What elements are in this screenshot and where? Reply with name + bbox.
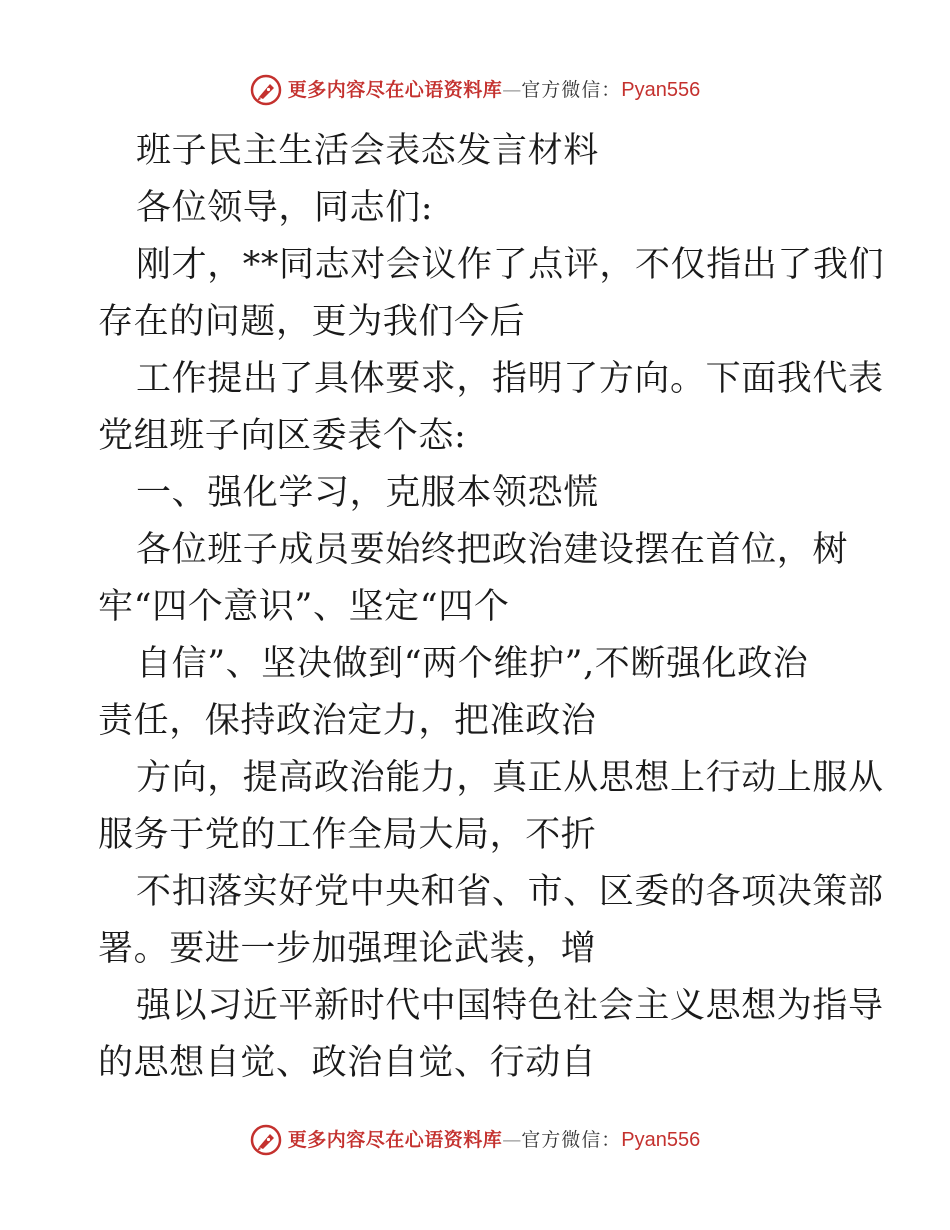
text-line: 工作提出了具体要求，指明了方向。下面我代表 (136, 359, 884, 399)
section-heading: 一、强化学习，克服本领恐慌 (136, 473, 599, 513)
text-line: 的思想自觉、政治自觉、行动自 (98, 1043, 597, 1083)
banner-tag-text: 官方微信： (521, 1128, 622, 1151)
banner-main-text: 更多内容尽在心语资料库 (287, 1128, 503, 1151)
text-line: 服务于党的工作全局大局，不折 (98, 815, 597, 855)
text-line: 刚才，**同志对会议作了点评，不仅指出了我们 (136, 245, 885, 285)
text-line: 存在的问题，更为我们今后 (98, 302, 526, 342)
banner-main-text: 更多内容尽在心语资料库 (287, 78, 503, 101)
header-watermark-banner (0, 70, 950, 110)
text-line: 各位班子成员要始终把政治建设摆在首位，树 (136, 530, 849, 570)
salutation-line: 各位领导，同志们: (136, 188, 434, 228)
text-line: 自信”、坚决做到“两个维护”,不断强化政治 (136, 644, 809, 684)
text-line: 署。要进一步加强理论武装，增 (98, 929, 597, 969)
pen-nib-logo-icon (250, 1124, 282, 1156)
banner-wechat-id: Pyan556 (621, 1129, 701, 1151)
banner-separator: — (502, 78, 522, 101)
document-body (98, 123, 885, 1092)
pen-nib-logo-icon (250, 74, 282, 106)
banner-tag-text: 官方微信： (521, 78, 622, 101)
text-line: 方向，提高政治能力，真正从思想上行动上服从 (136, 758, 884, 798)
text-line: 牢“四个意识”、坚定“四个 (98, 587, 510, 627)
banner-wechat-id: Pyan556 (621, 79, 701, 101)
footer-watermark-banner (0, 1120, 950, 1160)
text-line: 不扣落实好党中央和省、市、区委的各项决策部 (136, 872, 884, 912)
banner-separator: — (502, 1128, 522, 1151)
text-line: 责任，保持政治定力，把准政治 (98, 701, 597, 741)
text-line: 党组班子向区委表个态: (98, 416, 467, 456)
document-title: 班子民主生活会表态发言材料 (136, 131, 599, 171)
text-line: 强以习近平新时代中国特色社会主义思想为指导 (136, 986, 884, 1026)
